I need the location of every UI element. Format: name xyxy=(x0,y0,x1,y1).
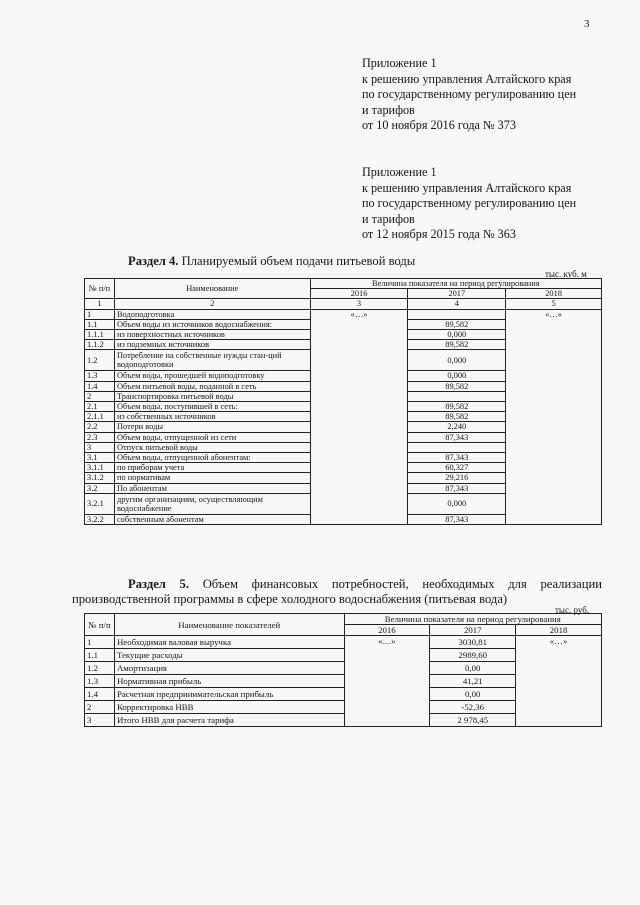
row-number: 2.3 xyxy=(85,432,115,442)
row-number: 3.2.1 xyxy=(85,493,115,514)
value-2016-placeholder: «…» xyxy=(310,309,408,524)
appendix-line: от 12 ноября 2015 года № 363 xyxy=(362,227,516,242)
row-number: 1.4 xyxy=(85,381,115,391)
row-name: из поверхностных источников xyxy=(114,330,310,340)
appendix-line: от 10 ноября 2016 года № 373 xyxy=(362,118,516,133)
row-number: 1.1.2 xyxy=(85,340,115,350)
appendix-line: по государственному регулированию цен xyxy=(362,196,577,211)
page-number: 3 xyxy=(584,18,590,30)
header-year-2016: 2016 xyxy=(344,625,430,636)
value-2017: 89,582 xyxy=(408,340,506,350)
value-2017: 87,343 xyxy=(408,453,506,463)
value-2016-placeholder: «…» xyxy=(344,636,430,727)
row-name: по приборам учета xyxy=(114,463,310,473)
appendix-block-2015 xyxy=(362,165,632,243)
row-name: Потребление на собственные нужды стан-ций водоподготовки xyxy=(114,350,310,371)
value-2017: 0,000 xyxy=(408,330,506,340)
table-row xyxy=(85,636,602,649)
row-number: 1.2 xyxy=(85,662,115,675)
row-name: Объем воды, отпущенной абонентам: xyxy=(114,453,310,463)
row-name: Нормативная прибыль xyxy=(114,675,344,688)
water-volume-table xyxy=(84,278,602,525)
header-period: Величина показателя на период регулирования xyxy=(344,614,601,625)
header-num: № п/п xyxy=(85,614,115,636)
section-5-unit: тыс. руб. xyxy=(555,605,590,615)
value-2017: 0,00 xyxy=(430,662,516,675)
header-year-2018: 2018 xyxy=(516,625,602,636)
row-name: Объем воды, поступившей в сеть: xyxy=(114,402,310,412)
appendix-line: Приложение 1 xyxy=(362,165,437,179)
row-name: по нормативам xyxy=(114,473,310,483)
row-number: 1.1.1 xyxy=(85,330,115,340)
value-2017 xyxy=(408,309,506,319)
row-number: 3 xyxy=(85,442,115,452)
appendix-line: к решению управления Алтайского края xyxy=(362,180,572,195)
row-name: Объем воды, отпущенной из сети xyxy=(114,432,310,442)
section-5-text: Объем финансовых потребностей, необходимых для реализации производственной программы в сфере холодного водоснабжения (питьевая вода) xyxy=(72,577,602,607)
row-name: Транспортировка питьевой воды xyxy=(114,391,310,401)
row-number: 1.1 xyxy=(85,319,115,329)
value-2017: 41,21 xyxy=(430,675,516,688)
value-2017: 0,000 xyxy=(408,493,506,514)
row-name: Корректировка НВВ xyxy=(114,701,344,714)
header-period: Величина показателя на период регулирования xyxy=(310,279,601,289)
value-2017: 89,582 xyxy=(408,402,506,412)
value-2017: 87,343 xyxy=(408,483,506,493)
section-4-text: Планируемый объем подачи питьевой воды xyxy=(178,254,416,268)
value-2018-placeholder: «…» xyxy=(506,309,602,524)
row-name: из подземных источников xyxy=(114,340,310,350)
row-number: 3.1.2 xyxy=(85,473,115,483)
value-2017: 89,582 xyxy=(408,412,506,422)
value-2017: 60,327 xyxy=(408,463,506,473)
row-number: 1.2 xyxy=(85,350,115,371)
header-name: Наименование показателей xyxy=(114,614,344,636)
value-2017: 89,582 xyxy=(408,381,506,391)
row-name: Текущие расходы xyxy=(114,649,344,662)
value-2017: 0,00 xyxy=(430,688,516,701)
appendix-line: Приложение 1 xyxy=(362,56,437,70)
row-name: Потери воды xyxy=(114,422,310,432)
appendix-line: и тарифов xyxy=(362,211,415,226)
row-name: Расчетная предпринимательская прибыль xyxy=(114,688,344,701)
value-2017: 89,582 xyxy=(408,319,506,329)
value-2017 xyxy=(408,391,506,401)
row-name: Отпуск питьевой воды xyxy=(114,442,310,452)
section-4-title xyxy=(128,254,415,269)
index-cell: 5 xyxy=(506,299,602,309)
row-number: 2.1.1 xyxy=(85,412,115,422)
header-year-2017: 2017 xyxy=(408,289,506,299)
value-2017: 0,000 xyxy=(408,350,506,371)
row-number: 2.2 xyxy=(85,422,115,432)
row-name: другим организациям, осуществляющим водоснабжение xyxy=(114,493,310,514)
row-name: собственным абонентам xyxy=(114,514,310,524)
section-5-label: Раздел 5. xyxy=(128,577,189,591)
value-2017: -52,36 xyxy=(430,701,516,714)
appendix-line: и тарифов xyxy=(362,102,415,117)
row-name: из собственных источников xyxy=(114,412,310,422)
row-name: Объем воды из источников водоснабжения: xyxy=(114,319,310,329)
financial-needs-table xyxy=(84,613,602,727)
row-number: 1.4 xyxy=(85,688,115,701)
value-2017: 87,343 xyxy=(408,514,506,524)
row-number: 2 xyxy=(85,391,115,401)
value-2017: 0,000 xyxy=(408,371,506,381)
appendix-block-2016 xyxy=(362,56,632,134)
row-number: 1 xyxy=(85,309,115,319)
section-5-title xyxy=(72,577,602,607)
row-number: 2.1 xyxy=(85,402,115,412)
value-2017 xyxy=(408,442,506,452)
row-name: Амортизация xyxy=(114,662,344,675)
row-number: 1.3 xyxy=(85,675,115,688)
appendix-line: по государственному регулированию цен xyxy=(362,87,577,102)
value-2017: 3030,81 xyxy=(430,636,516,649)
header-year-2018: 2018 xyxy=(506,289,602,299)
header-year-2016: 2016 xyxy=(310,289,408,299)
header-name: Наименование xyxy=(114,279,310,299)
value-2018-placeholder: «…» xyxy=(516,636,602,727)
index-cell: 4 xyxy=(408,299,506,309)
index-cell: 1 xyxy=(85,299,115,309)
section-4-unit: тыс. куб. м xyxy=(545,269,587,279)
row-number: 3.1.1 xyxy=(85,463,115,473)
section-4-label: Раздел 4. xyxy=(128,254,179,268)
row-name: Объем питьевой воды, поданной в сеть xyxy=(114,381,310,391)
value-2017: 2 978,45 xyxy=(430,714,516,727)
row-name: Итого НВВ для расчета тарифа xyxy=(114,714,344,727)
row-number: 3 xyxy=(85,714,115,727)
table-row xyxy=(85,309,602,319)
value-2017: 87,343 xyxy=(408,432,506,442)
row-number: 1.1 xyxy=(85,649,115,662)
index-cell: 2 xyxy=(114,299,310,309)
row-number: 1 xyxy=(85,636,115,649)
index-cell: 3 xyxy=(310,299,408,309)
appendix-line: к решению управления Алтайского края xyxy=(362,71,572,86)
row-name: Водоподготовка xyxy=(114,309,310,319)
row-number: 3.2 xyxy=(85,483,115,493)
row-name: Необходимая валовая выручка xyxy=(114,636,344,649)
value-2017: 2,240 xyxy=(408,422,506,432)
row-name: По абонентам xyxy=(114,483,310,493)
row-number: 3.1 xyxy=(85,453,115,463)
row-name: Объем воды, прошедшей водоподготовку xyxy=(114,371,310,381)
row-number: 3.2.2 xyxy=(85,514,115,524)
value-2017: 2989,60 xyxy=(430,649,516,662)
header-num: № п/п xyxy=(85,279,115,299)
row-number: 1.3 xyxy=(85,371,115,381)
row-number: 2 xyxy=(85,701,115,714)
header-year-2017: 2017 xyxy=(430,625,516,636)
value-2017: 29,216 xyxy=(408,473,506,483)
